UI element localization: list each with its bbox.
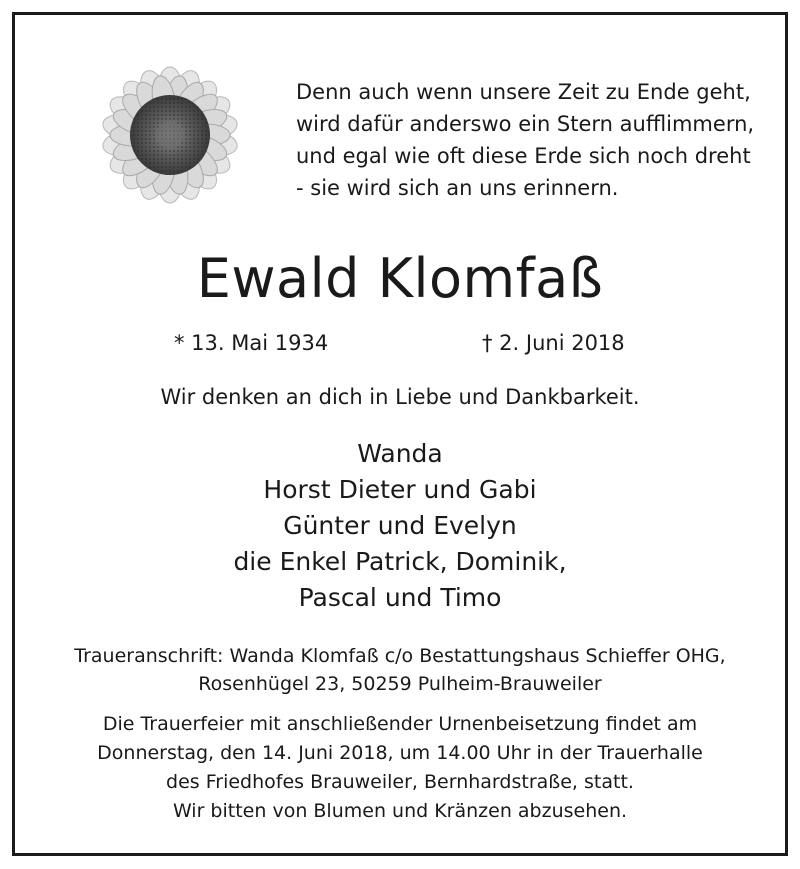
family-list — [0, 436, 800, 616]
service-line: Die Trauerfeier mit anschließender Urnenbeisetzung findet am — [102, 713, 698, 735]
family-line: Pascal und Timo — [298, 583, 502, 612]
poem-line: - sie wird sich an uns erinnern. — [296, 176, 619, 200]
service-info — [0, 710, 800, 826]
poem — [296, 76, 754, 204]
poem-line: Denn auch wenn unsere Zeit zu Ende geht, — [296, 80, 751, 104]
service-line: Wir bitten von Blumen und Kränzen abzusehen. — [172, 800, 628, 822]
sunflower-image — [80, 45, 260, 230]
family-line: die Enkel Patrick, Dominik, — [233, 547, 567, 576]
service-line: Donnerstag, den 14. Juni 2018, um 14.00 Uhr in der Trauerhalle — [97, 742, 703, 764]
mourning-address — [0, 642, 800, 698]
address-line: Traueranschrift: Wanda Klomfaß c/o Bestattungshaus Schieffer OHG, — [74, 645, 726, 667]
remembrance-line: Wir denken an dich in Liebe und Dankbarkeit. — [160, 385, 640, 409]
poem-line: und egal wie oft diese Erde sich noch dreht — [296, 144, 751, 168]
poem-line: wird dafür anderswo ein Stern aufflimmern, — [296, 112, 755, 136]
birth-date: * 13. Mai 1934 — [174, 331, 329, 355]
address-line: Rosenhügel 23, 50259 Pulheim-Brauweiler — [198, 673, 602, 695]
death-date: † 2. Juni 2018 — [482, 331, 625, 355]
family-line: Horst Dieter und Gabi — [263, 475, 537, 504]
family-line: Wanda — [357, 439, 443, 468]
service-line: des Friedhofes Brauweiler, Bernhardstraße, statt. — [166, 771, 634, 793]
deceased-name: Ewald Klomfaß — [196, 247, 604, 310]
family-line: Günter und Evelyn — [283, 511, 517, 540]
